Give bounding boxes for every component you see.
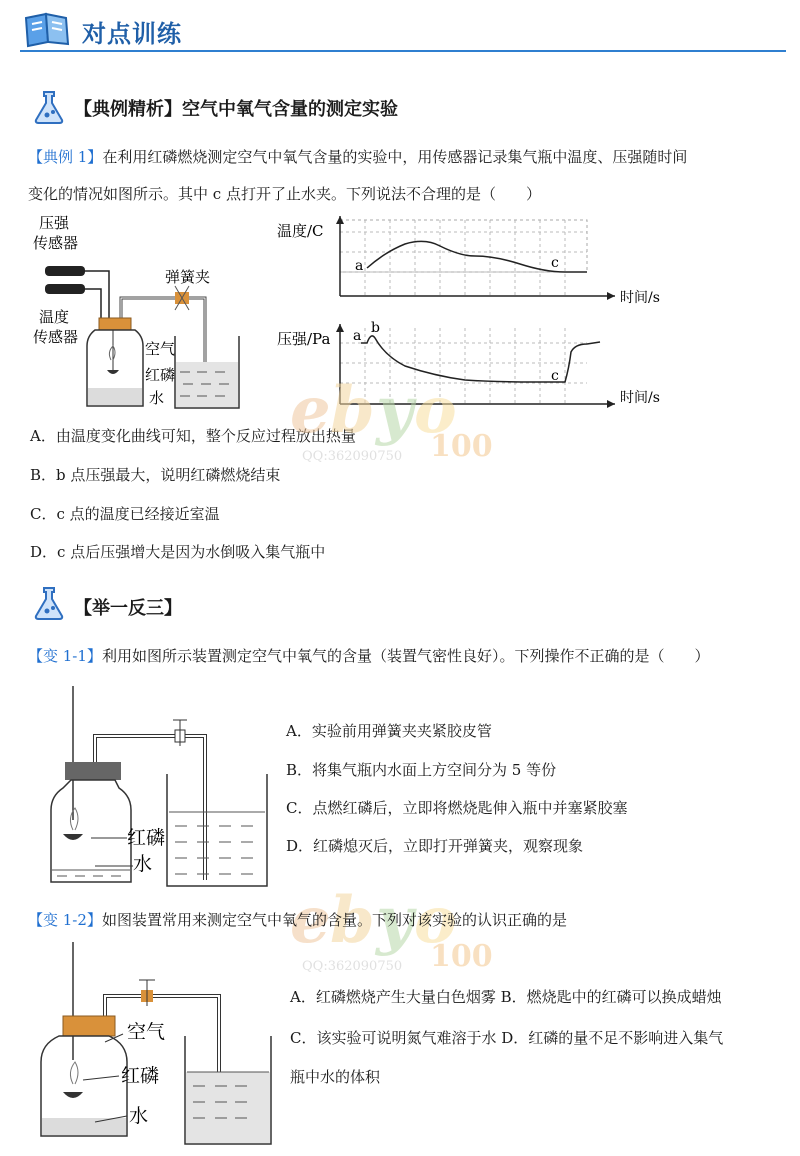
variant1-text: 利用如图所示装置测定空气中氧气的含量（装置气密性良好）。下列操作不正确的是（ ）: [101, 647, 710, 665]
variant1-option-c: C．点燃红磷后，立即将燃烧匙伸入瓶中并塞紧胶塞: [286, 799, 628, 817]
svg-text:100: 100: [430, 429, 493, 464]
variant2-text: 如图装置常用来测定空气中氧气的含量。下列对该实验的认识正确的是: [101, 911, 567, 929]
variant1-option-d: D．红磷熄灭后，立即打开弹簧夹，观察现象: [286, 837, 584, 855]
pressure-sensor-label-2: 传感器: [33, 234, 79, 252]
example1-option-a: A．由温度变化曲线可知，整个反应过程放出热量: [30, 427, 356, 445]
variant1-question: [28, 644, 788, 668]
header-book-icon: [22, 10, 74, 48]
temp-sensor-label-2: 传感器: [33, 328, 79, 346]
watermark-qq: QQ:362090750: [302, 449, 403, 464]
pressure-point-c: c: [551, 368, 559, 384]
phosphorus-label: 红磷: [145, 366, 176, 384]
example1-question: [28, 145, 788, 169]
svg-text:o: o: [414, 373, 457, 448]
section-title-practice: 【举一反三】: [74, 598, 182, 619]
svg-text:b: b: [330, 373, 375, 448]
flask-icon: [30, 88, 68, 126]
example1-text-line2: 变化的情况如图所示。其中 c 点打开了止水夹。下列说法不合理的是（ ）: [28, 185, 541, 203]
watermark-qq: QQ:362090750: [302, 959, 403, 974]
temp-xlabel: 时间/s: [620, 290, 660, 306]
svg-text:y: y: [376, 373, 414, 448]
example1-option-d: D．c 点后压强增大是因为水倒吸入集气瓶中: [30, 543, 326, 561]
svg-text:e: e: [290, 883, 331, 958]
temp-point-c: c: [551, 255, 559, 271]
variant2-tag: 【变 1-2】: [28, 911, 102, 929]
page-title: 对点训练: [82, 20, 182, 48]
variant1-option-b: B．将集气瓶内水面上方空间分为 5 等份: [286, 761, 557, 779]
svg-text:o: o: [414, 883, 457, 958]
variant2-options-line1: A．红磷燃烧产生大量白色烟雾 B．燃烧匙中的红磷可以换成蜡烛: [290, 988, 722, 1006]
example1-tag: 【典例 1】: [28, 148, 103, 166]
svg-text:e: e: [290, 373, 331, 448]
example1-apparatus-figure: [25, 210, 275, 410]
variant2-options-line3: 瓶中水的体积: [290, 1068, 381, 1086]
example1-option-b: B．b 点压强最大，说明红磷燃烧结束: [30, 466, 281, 484]
pressure-ylabel: 压强/Pa: [277, 330, 331, 348]
v2-air-label: 空气: [127, 1021, 166, 1043]
pressure-sensor-label-1: 压强: [39, 214, 70, 232]
temp-point-a: a: [355, 258, 364, 274]
flask-icon: [30, 584, 68, 622]
pressure-point-b: b: [371, 320, 380, 336]
example1-option-c: C．c 点的温度已经接近室温: [30, 505, 220, 523]
variant2-apparatus-figure: [35, 940, 275, 1145]
temperature-chart: [275, 212, 675, 312]
example1-text-line1: 在利用红磷燃烧测定空气中氧气含量的实验中，用传感器记录集气瓶中温度、压强随时间: [102, 148, 688, 166]
svg-text:b: b: [330, 883, 375, 958]
variant1-tag: 【变 1-1】: [28, 647, 102, 665]
water-label: 水: [149, 389, 165, 407]
variant1-option-a: A．实验前用弹簧夹夹紧胶皮管: [286, 722, 492, 740]
v1-phosphorus-label: 红磷: [127, 827, 166, 849]
v1-water-label: 水: [133, 853, 153, 875]
v2-phosphorus-label: 红磷: [121, 1065, 160, 1087]
watermark-logo: [290, 370, 530, 470]
variant1-apparatus-figure: [35, 680, 275, 890]
temp-ylabel: 温度/C: [277, 222, 324, 240]
variant2-options-line2: C．该实验可说明氮气难溶于水 D．红磷的量不足不影响进入集气: [290, 1029, 724, 1047]
temp-sensor-label-1: 温度: [39, 308, 70, 326]
pressure-point-a: a: [353, 328, 362, 344]
pressure-xlabel: 时间/s: [620, 390, 660, 406]
v2-water-label: 水: [129, 1105, 149, 1127]
header-divider: [20, 50, 786, 52]
svg-text:y: y: [376, 883, 414, 958]
svg-text:100: 100: [430, 939, 493, 974]
clip-label: 弹簧夹: [165, 268, 211, 286]
air-label: 空气: [145, 340, 176, 358]
variant2-question: [28, 908, 788, 932]
section-title-example: 【典例精析】空气中氧气含量的测定实验: [74, 99, 398, 120]
